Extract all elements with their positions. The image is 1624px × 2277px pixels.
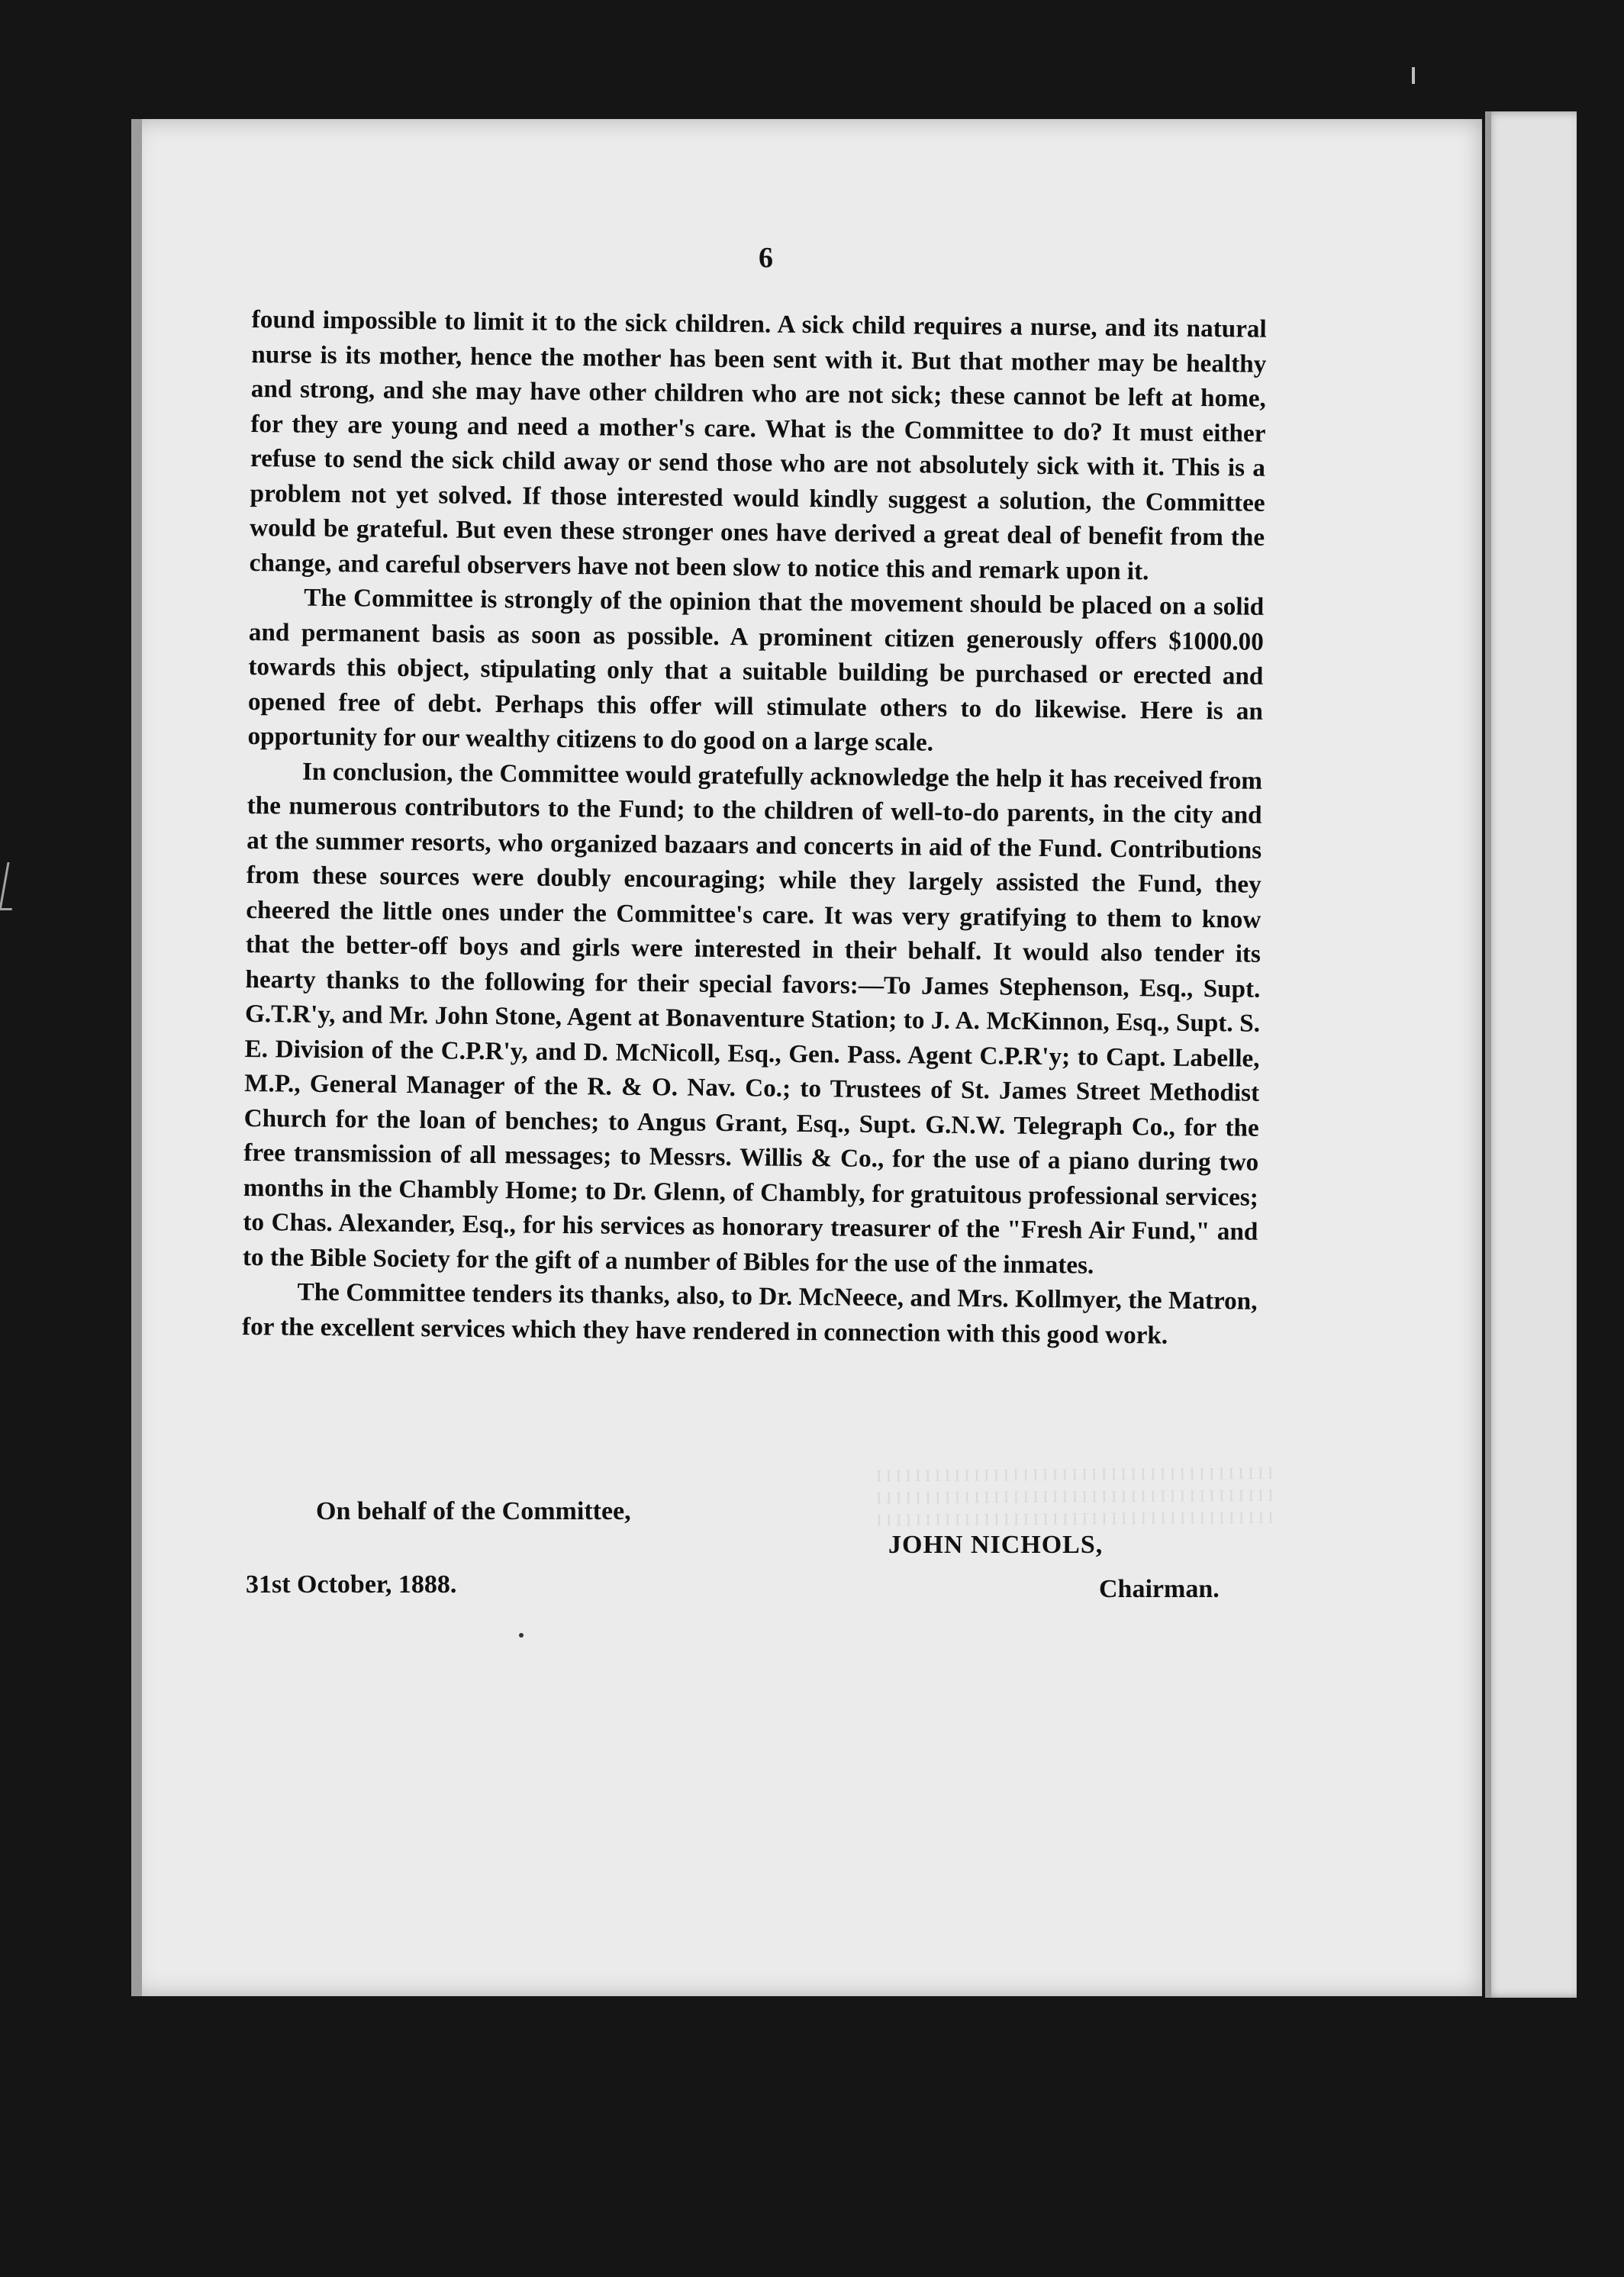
facing-page-edge bbox=[1485, 111, 1577, 1998]
on-behalf-line: On behalf of the Committee, bbox=[316, 1497, 631, 1525]
page-number: 6 bbox=[759, 242, 773, 274]
paragraph: In conclusion, the Committee would gratefully acknowledge the help it has received from the numerous contributors to the Fund; to the children of well-to-do parents, in the city and at the summer resorts, who organized bazaars and concerts in aid of the Fund. Contributions from these sources were doubly encouraging; while they largely assisted the Fund, they cheered the little ones under the Committee's care. It was very gratifying to them to know that the better-off boys and girls were interested in their behalf. It would also tender its hearty thanks to the following for their special favors:—To James Stephenson, Esq., Supt. G.T.R'y, and Mr. John Stone, Agent at Bonaventure Station; to J. A. McKinnon, Esq., Supt. S. E. Division of the C.P.R'y, and D. McNicoll, Esq., Gen. Pass. Agent C.P.R'y; to Capt. Labelle, M.P., General Manager of the R. & O. Nav. Co.; to Trustees of St. James Street Methodist Church for the loan of benches; to Angus Grant, Esq., Supt. G.N.W. Telegraph Co., for the free transmission of all messages; to Messrs. Willis & Co., for the use of a piano during two months in the Chambly Home; to Dr. Glenn, of Chambly, for gratuitous professional services; to Chas. Alexander, Esq., for his services as honorary treasurer of the "Fresh Air Fund," and to the Bible Society for the gift of a number of Bibles for the use of the inmates. bbox=[242, 757, 1263, 1280]
body-text bbox=[242, 302, 1267, 1354]
signatory-title: Chairman. bbox=[1099, 1575, 1220, 1603]
paragraph: found impossible to limit it to the sick children. A sick child requires a nurse, and its natural nurse is its mother, hence the mother has been sent with it. But that mother may be healthy and strong, and she may have other children who are not sick; these cannot be left at home, for they are young and need a mother's care. What is the Committee to do? It must either refuse to send the sick child away or send those who are not absolutely sick with it. This is a problem not yet solved. If those interested would kindly suggest a solution, the Committee would be grateful. But even these stronger ones have derived a great deal of benefit from the change, and careful observers have not been slow to notice this and remark upon it. bbox=[249, 304, 1267, 585]
signatory-name: JOHN NICHOLS, bbox=[888, 1531, 1104, 1559]
paragraph: The Committee is strongly of the opinion that the movement should be placed on a solid and permanent basis as soon as possible. A prominent citizen generously offers $1000.00 towards this object, stipulating only that a suitable building be purchased or erected and opened free of debt. Perhaps this offer will stimulate others to do likewise. Here is an opportunity for our wealthy citizens to do good on a large scale. bbox=[247, 583, 1265, 757]
bleed-through-text: I I I I I I I I I I I I I I I I I I I I I I I I I I I I I I I I I I I I I I I I I I I I I I I I I I I I I I I I I I I I I I I I I I I I I I I I I I I I I I I I I I I I I I I I I I I I I I I I I I I I I I I I I I I I I I I I I I I I I I I I I I I bbox=[875, 1463, 1274, 1530]
document-date: 31st October, 1888. bbox=[246, 1570, 457, 1599]
scan-speck bbox=[1412, 67, 1415, 84]
ink-dot bbox=[519, 1633, 524, 1638]
page-binding-edge bbox=[131, 119, 142, 1996]
paragraph: The Committee tenders its thanks, also, to Dr. McNeece, and Mrs. Kollmyer, the Matron, for the excellent services which they have rendered in connection with this good work. bbox=[241, 1277, 1258, 1350]
